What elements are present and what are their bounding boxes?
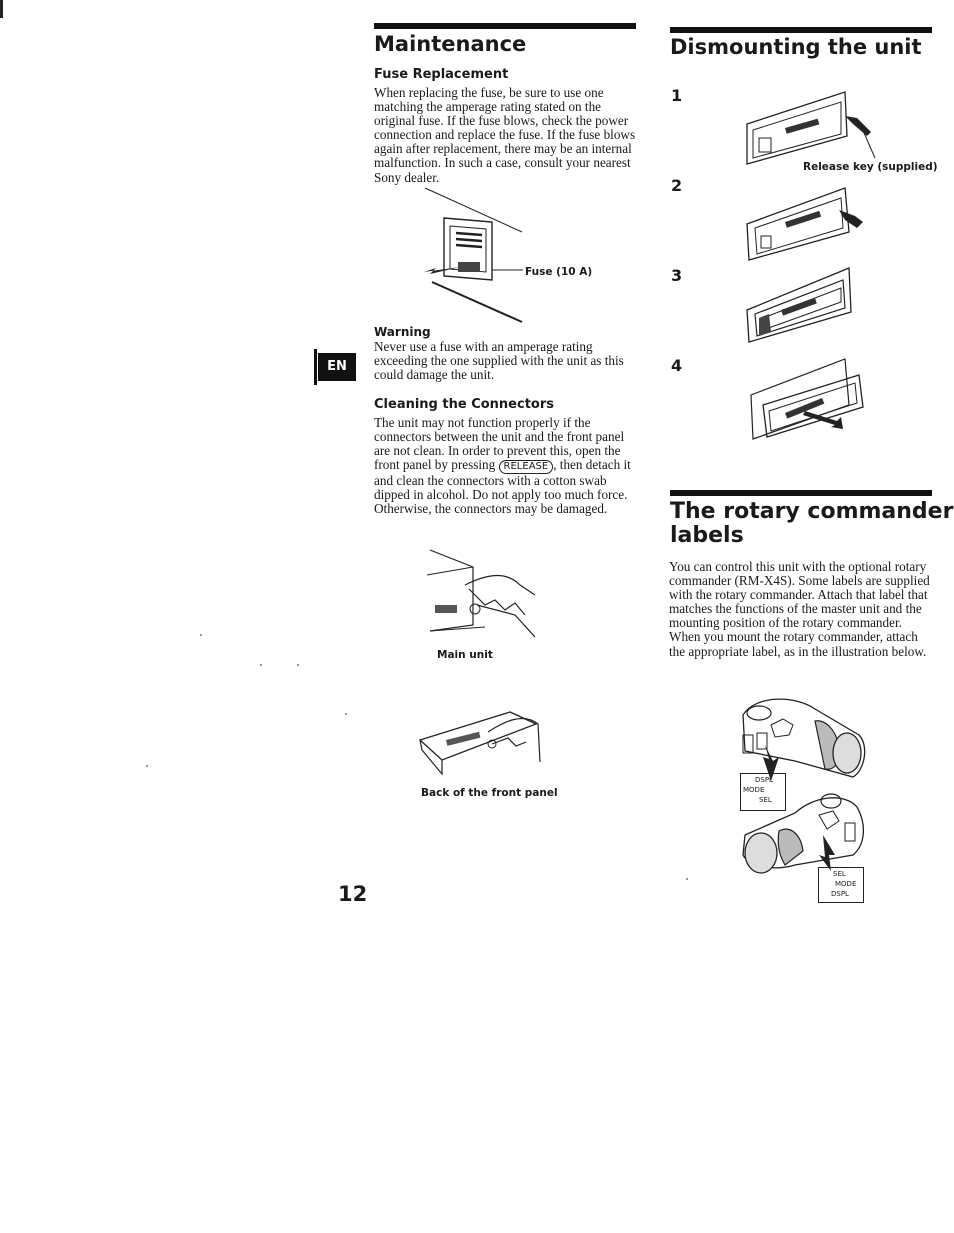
rotary-title (670, 500, 953, 548)
rotary-label-card-bottom (818, 867, 864, 903)
release-key-caption: Release key (supplied) (803, 161, 938, 173)
rotary-title-line-2: labels (670, 523, 744, 548)
scan-speck (200, 634, 202, 636)
front-panel-caption: Back of the front panel (421, 787, 558, 799)
section-rule-rotary (670, 490, 932, 496)
label-bottom-mode: MODE (835, 880, 857, 888)
main-unit-caption: Main unit (437, 649, 493, 661)
warning-heading: Warning (374, 325, 431, 339)
label-top-mode: MODE (743, 786, 765, 794)
cleaning-text-part-1: The unit may not function properly if the connectors between the unit and the front panel are not clean. In order to prevent this, open the front panel by pressing (374, 415, 625, 473)
scan-speck (146, 765, 148, 767)
dismounting-title: Dismounting the unit (670, 35, 922, 59)
release-key-badge: RELEASE (499, 460, 554, 474)
label-top-sel: SEL (759, 796, 772, 804)
section-rule-dismounting (670, 27, 932, 33)
label-bottom-dspl: DSPL (831, 890, 849, 898)
dismount-step-4-illustration (745, 355, 875, 445)
fuse-label: Fuse (10 A) (525, 266, 593, 278)
rotary-label-card-top (740, 773, 786, 811)
dismount-step-3-illustration (745, 262, 875, 342)
language-tab-en: EN (318, 353, 356, 381)
label-bottom-sel: SEL (833, 870, 846, 878)
rotary-title-line-1: The rotary commander (670, 499, 954, 524)
scan-speck (345, 713, 347, 715)
main-unit-cleaning-illustration (425, 545, 545, 645)
section-rule-maintenance (374, 23, 636, 29)
fuse-illustration (420, 188, 560, 328)
scan-edge-mark (0, 0, 3, 18)
step-number-2: 2 (671, 176, 683, 195)
step-number-3: 3 (671, 266, 683, 285)
label-top-dspl: DSPL (755, 776, 773, 784)
scan-speck (686, 878, 688, 880)
dismount-step-2-illustration (745, 180, 875, 260)
fuse-replacement-text: When replacing the fuse, be sure to use one matching the amperage rating stated on the original fuse. If the fuse blows, check the power connection and replace the fuse. If the fuse blows again after replacement, there may be an internal malfunction. In such a case, consult your nearest Sony dealer. (374, 85, 636, 185)
warning-text: Never use a fuse with an amperage rating exceeding the one supplied with the unit as this could damage the unit. (374, 339, 624, 383)
rotary-text: You can control this unit with the optional rotary commander (RM-X4S). Some labels are supplied with the rotary commander. Attach that label that matches the functions of the master unit and the mounting position of the rotary commander. When you mount the rotary commander, attach the appropriate label, as in the illustration below. (669, 559, 930, 659)
front-panel-back-illustration (418, 702, 548, 782)
step-number-1: 1 (671, 86, 683, 105)
fuse-replacement-heading: Fuse Replacement (374, 67, 509, 82)
step-number-4: 4 (671, 356, 683, 375)
scan-speck (260, 664, 262, 666)
cleaning-connectors-text (374, 416, 636, 517)
cleaning-connectors-heading: Cleaning the Connectors (374, 397, 554, 412)
cleaning-text-part-2: , then detach it and clean the connectors with a cotton swab dipped in alcohol. Do not apply too much force. Otherwise, the connectors may be damaged. (374, 457, 631, 517)
maintenance-title: Maintenance (374, 32, 527, 56)
scan-speck (297, 664, 299, 666)
dismount-step-1-illustration (745, 88, 895, 168)
page-number: 12 (338, 882, 368, 906)
